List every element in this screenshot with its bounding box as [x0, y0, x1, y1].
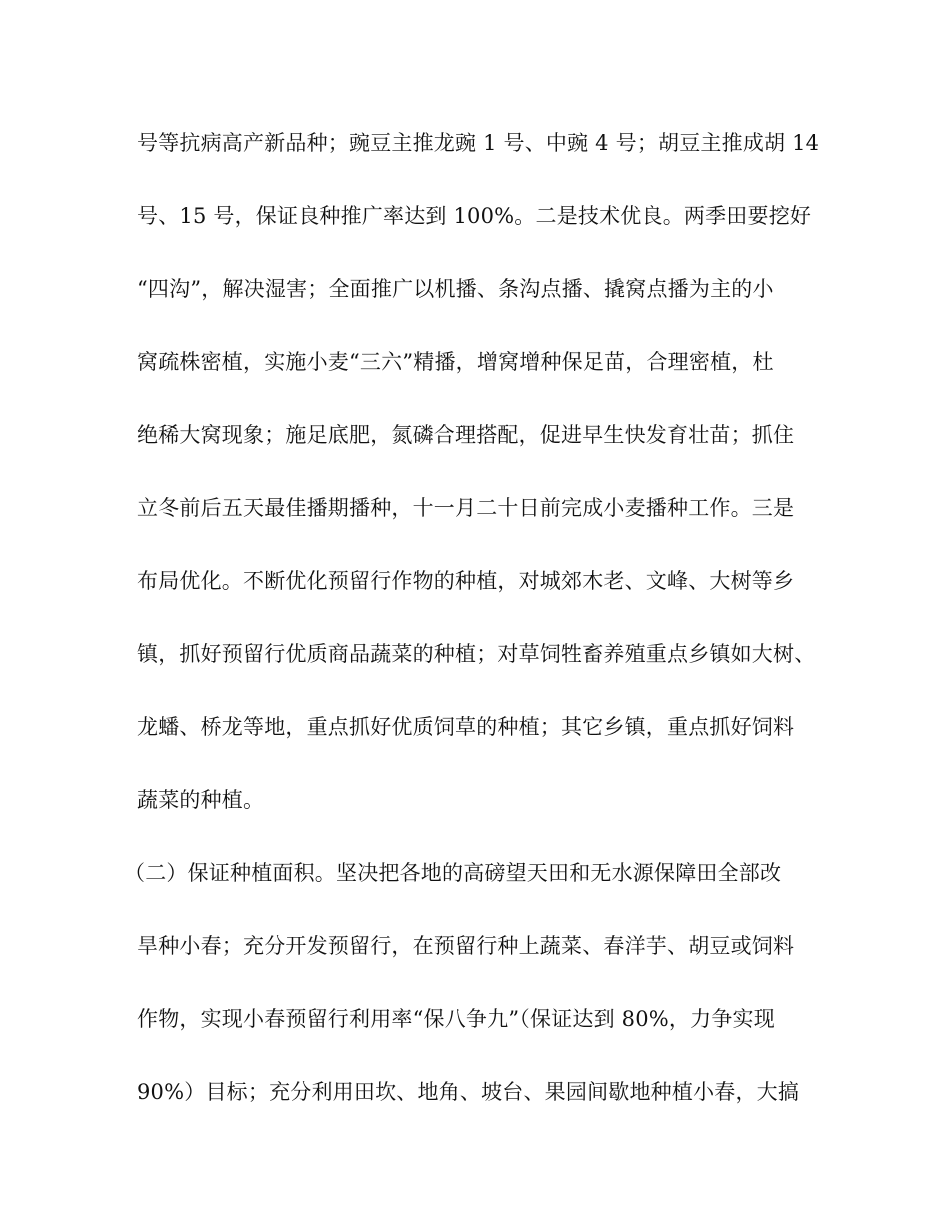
- section-heading-line: （二）保证种植面积。坚决把各地的高磅望天田和无水源保障田全部改: [124, 861, 782, 885]
- text-line: 号、15 号，保证良种推广率达到 100%。二是技术优良。两季田要挖好: [137, 204, 812, 228]
- text-line: 作物，实现小春预留行利用率“保八争九”（保证达到 80%，力争实现: [137, 1007, 775, 1031]
- text-line: “四沟”，解决湿害；全面推广以机播、条沟点播、撬窝点播为主的小: [137, 277, 774, 301]
- text-line: 立冬前后五天最佳播期播种，十一月二十日前完成小麦播种工作。三是: [137, 496, 795, 520]
- text-line: 龙蟠、桥龙等地，重点抓好优质饲草的种植；其它乡镇，重点抓好饲料: [137, 715, 795, 739]
- text-line: 布局优化。不断优化预留行作物的种植，对城郊木老、文峰、大树等乡: [137, 569, 795, 593]
- text-line: 镇，抓好预留行优质商品蔬菜的种植；对草饲牲畜养殖重点乡镇如大树、: [137, 642, 816, 666]
- text-line: 号等抗病高产新品种；豌豆主推龙豌 1 号、中豌 4 号；胡豆主推成胡 14: [137, 131, 820, 155]
- text-line: 90%）目标；充分利用田坎、地角、坡台、果园间歇地种植小春，大搞: [137, 1080, 800, 1104]
- text-line: 旱种小春；充分开发预留行，在预留行种上蔬菜、春洋芋、胡豆或饲料: [137, 934, 795, 958]
- text-line: 绝稀大窝现象；施足底肥，氮磷合理搭配，促进早生快发育壮苗；抓住: [137, 423, 795, 447]
- text-line: 窝疏株密植，实施小麦“三六”精播，增窝增种保足苗，合理密植，杜: [137, 350, 774, 374]
- text-line: 蔬菜的种植。: [137, 788, 265, 812]
